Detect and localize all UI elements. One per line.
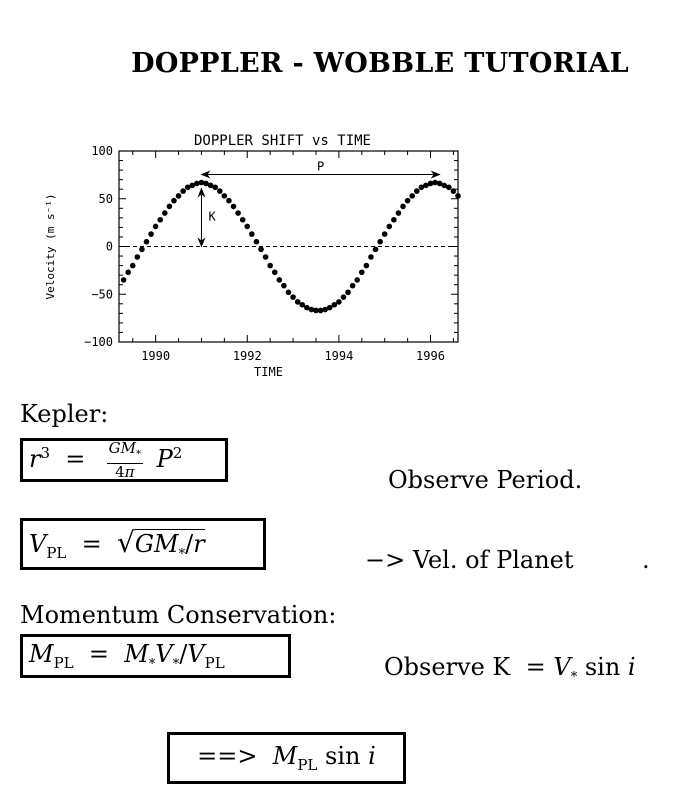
data-point: [217, 188, 223, 194]
observe-period-note: Observe Period.: [388, 466, 583, 494]
momentum-equation-box: [20, 634, 291, 678]
kepler-equation-box: [20, 438, 228, 482]
data-point: [290, 294, 296, 300]
kepler-equation: $r^3$ = $\frac{GM_*}{4\pi}$ $P^2$: [29, 438, 183, 481]
data-point: [167, 204, 173, 210]
y-tick-label: 100: [91, 144, 113, 158]
y-tick-label: 50: [98, 191, 113, 206]
data-point: [231, 204, 237, 210]
period-label: P: [316, 159, 325, 174]
data-point: [171, 198, 177, 204]
data-point: [258, 247, 264, 253]
x-tick-label: 1992: [232, 349, 262, 363]
data-point: [226, 198, 232, 204]
data-point: [382, 231, 388, 237]
doppler-chart: [0, 120, 480, 390]
observe-k-note: Observe $K = V_*$ sin i: [384, 653, 636, 685]
data-point: [405, 198, 411, 204]
y-tick-label: −100: [84, 335, 113, 349]
planet-velocity-note: −> Vel. of Planet: [365, 546, 574, 574]
x-axis-label: TIME: [254, 365, 283, 379]
data-point: [414, 188, 420, 194]
result-box: [167, 732, 406, 784]
data-point: [350, 283, 356, 289]
data-point: [135, 254, 141, 260]
data-point: [409, 193, 415, 199]
y-axis-label: Velocity (m s⁻¹): [44, 193, 57, 300]
x-tick-label: 1990: [141, 349, 171, 363]
data-point: [359, 269, 365, 275]
data-point: [144, 239, 150, 245]
data-point: [368, 254, 374, 260]
data-point: [272, 269, 278, 275]
data-point: [235, 210, 241, 216]
data-point: [451, 188, 457, 194]
amplitude-label: K: [208, 209, 216, 224]
data-point: [455, 193, 461, 199]
chart-title: DOPPLER SHIFT vs TIME: [193, 133, 372, 149]
data-point: [130, 263, 136, 269]
data-point: [345, 290, 351, 296]
data-point: [281, 283, 287, 289]
data-point: [157, 217, 163, 223]
data-point: [263, 254, 269, 260]
data-point: [254, 239, 260, 245]
x-tick-label: 1994: [324, 349, 354, 363]
data-point: [180, 188, 186, 194]
data-point: [249, 231, 255, 237]
page-title: DOPPLER - WOBBLE TUTORIAL: [131, 48, 629, 79]
result-equation: ==> $M_{PL}$ sin i: [197, 742, 376, 774]
y-tick-label: −50: [91, 287, 113, 302]
data-point: [212, 184, 218, 190]
data-point: [162, 210, 168, 216]
data-point: [391, 217, 397, 223]
data-point: [121, 277, 127, 283]
data-point: [396, 210, 402, 216]
momentum-equation: $M_{PL} = M_*V_*/V_{PL}$: [29, 640, 225, 672]
data-point: [139, 247, 145, 253]
data-point: [446, 184, 452, 190]
data-point: [286, 290, 292, 296]
velocity-equation-box: [20, 518, 266, 570]
planet-velocity-dot: .: [642, 546, 650, 574]
data-point: [244, 224, 250, 230]
data-point: [125, 269, 131, 275]
data-point: [267, 263, 273, 269]
observe-k-label: Observe K: [384, 653, 511, 681]
x-tick-label: 1996: [416, 349, 445, 363]
data-point: [341, 294, 347, 300]
data-point: [336, 299, 342, 305]
kepler-label: Kepler:: [20, 400, 109, 428]
data-point: [377, 239, 383, 245]
data-point: [364, 263, 370, 269]
momentum-label: Momentum Conservation:: [20, 601, 337, 629]
data-point: [354, 277, 360, 283]
result-arrow: ==>: [197, 742, 258, 771]
data-point: [176, 193, 182, 199]
data-point: [386, 224, 392, 230]
data-point: [277, 277, 283, 283]
data-point: [222, 193, 228, 199]
y-tick-label: 0: [105, 239, 113, 254]
data-point: [400, 204, 406, 210]
data-point: [240, 217, 246, 223]
data-point: [148, 231, 154, 237]
data-point: [153, 224, 159, 230]
data-point: [373, 247, 379, 253]
velocity-equation: $V_{PL} = √GM_*/r$: [29, 526, 205, 562]
